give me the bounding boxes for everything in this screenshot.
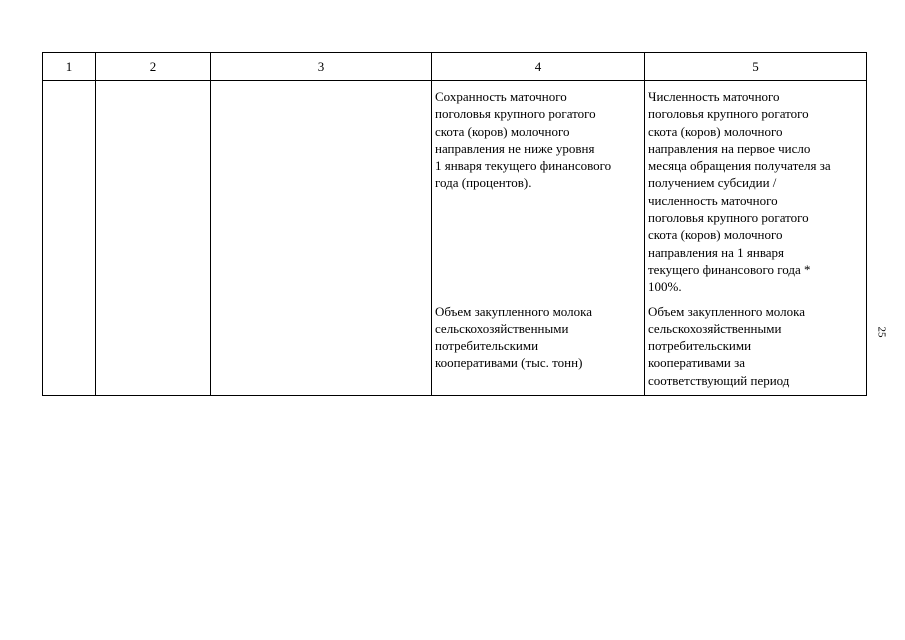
- page-number: 25: [875, 326, 888, 338]
- indicator-table: [42, 52, 867, 396]
- indicator-formula: Объем закупленного молока сельскохозяйственными потребительскими кооперативами за соответствующий период: [648, 303, 806, 388]
- indicator-name: Объем закупленного молока сельскохозяйственными потребительскими кооперативами (тыс. тонн): [435, 303, 593, 371]
- header-col-1: 1: [43, 53, 96, 81]
- indicator-name: Сохранность маточного поголовья крупного рогатого скота (коров) молочного направления не ниже уровня 1 января текущего финансового года (процентов).: [435, 89, 612, 191]
- header-col-4: 4: [432, 53, 645, 81]
- indicator-formula: Численность маточного поголовья крупного рогатого скота (коров) молочного направления на первое число месяца обращения получателя за получением субсидии / численность маточного поголовья крупного рогатого скота (коров) молочного направления на 1 января текущего финансового года * 100%.: [648, 89, 831, 295]
- header-col-3: 3: [211, 53, 432, 81]
- header-row: [43, 53, 867, 81]
- header-col-5: 5: [645, 53, 867, 81]
- table-row: [43, 296, 867, 396]
- header-col-2: 2: [96, 53, 211, 81]
- table-row: [43, 81, 867, 296]
